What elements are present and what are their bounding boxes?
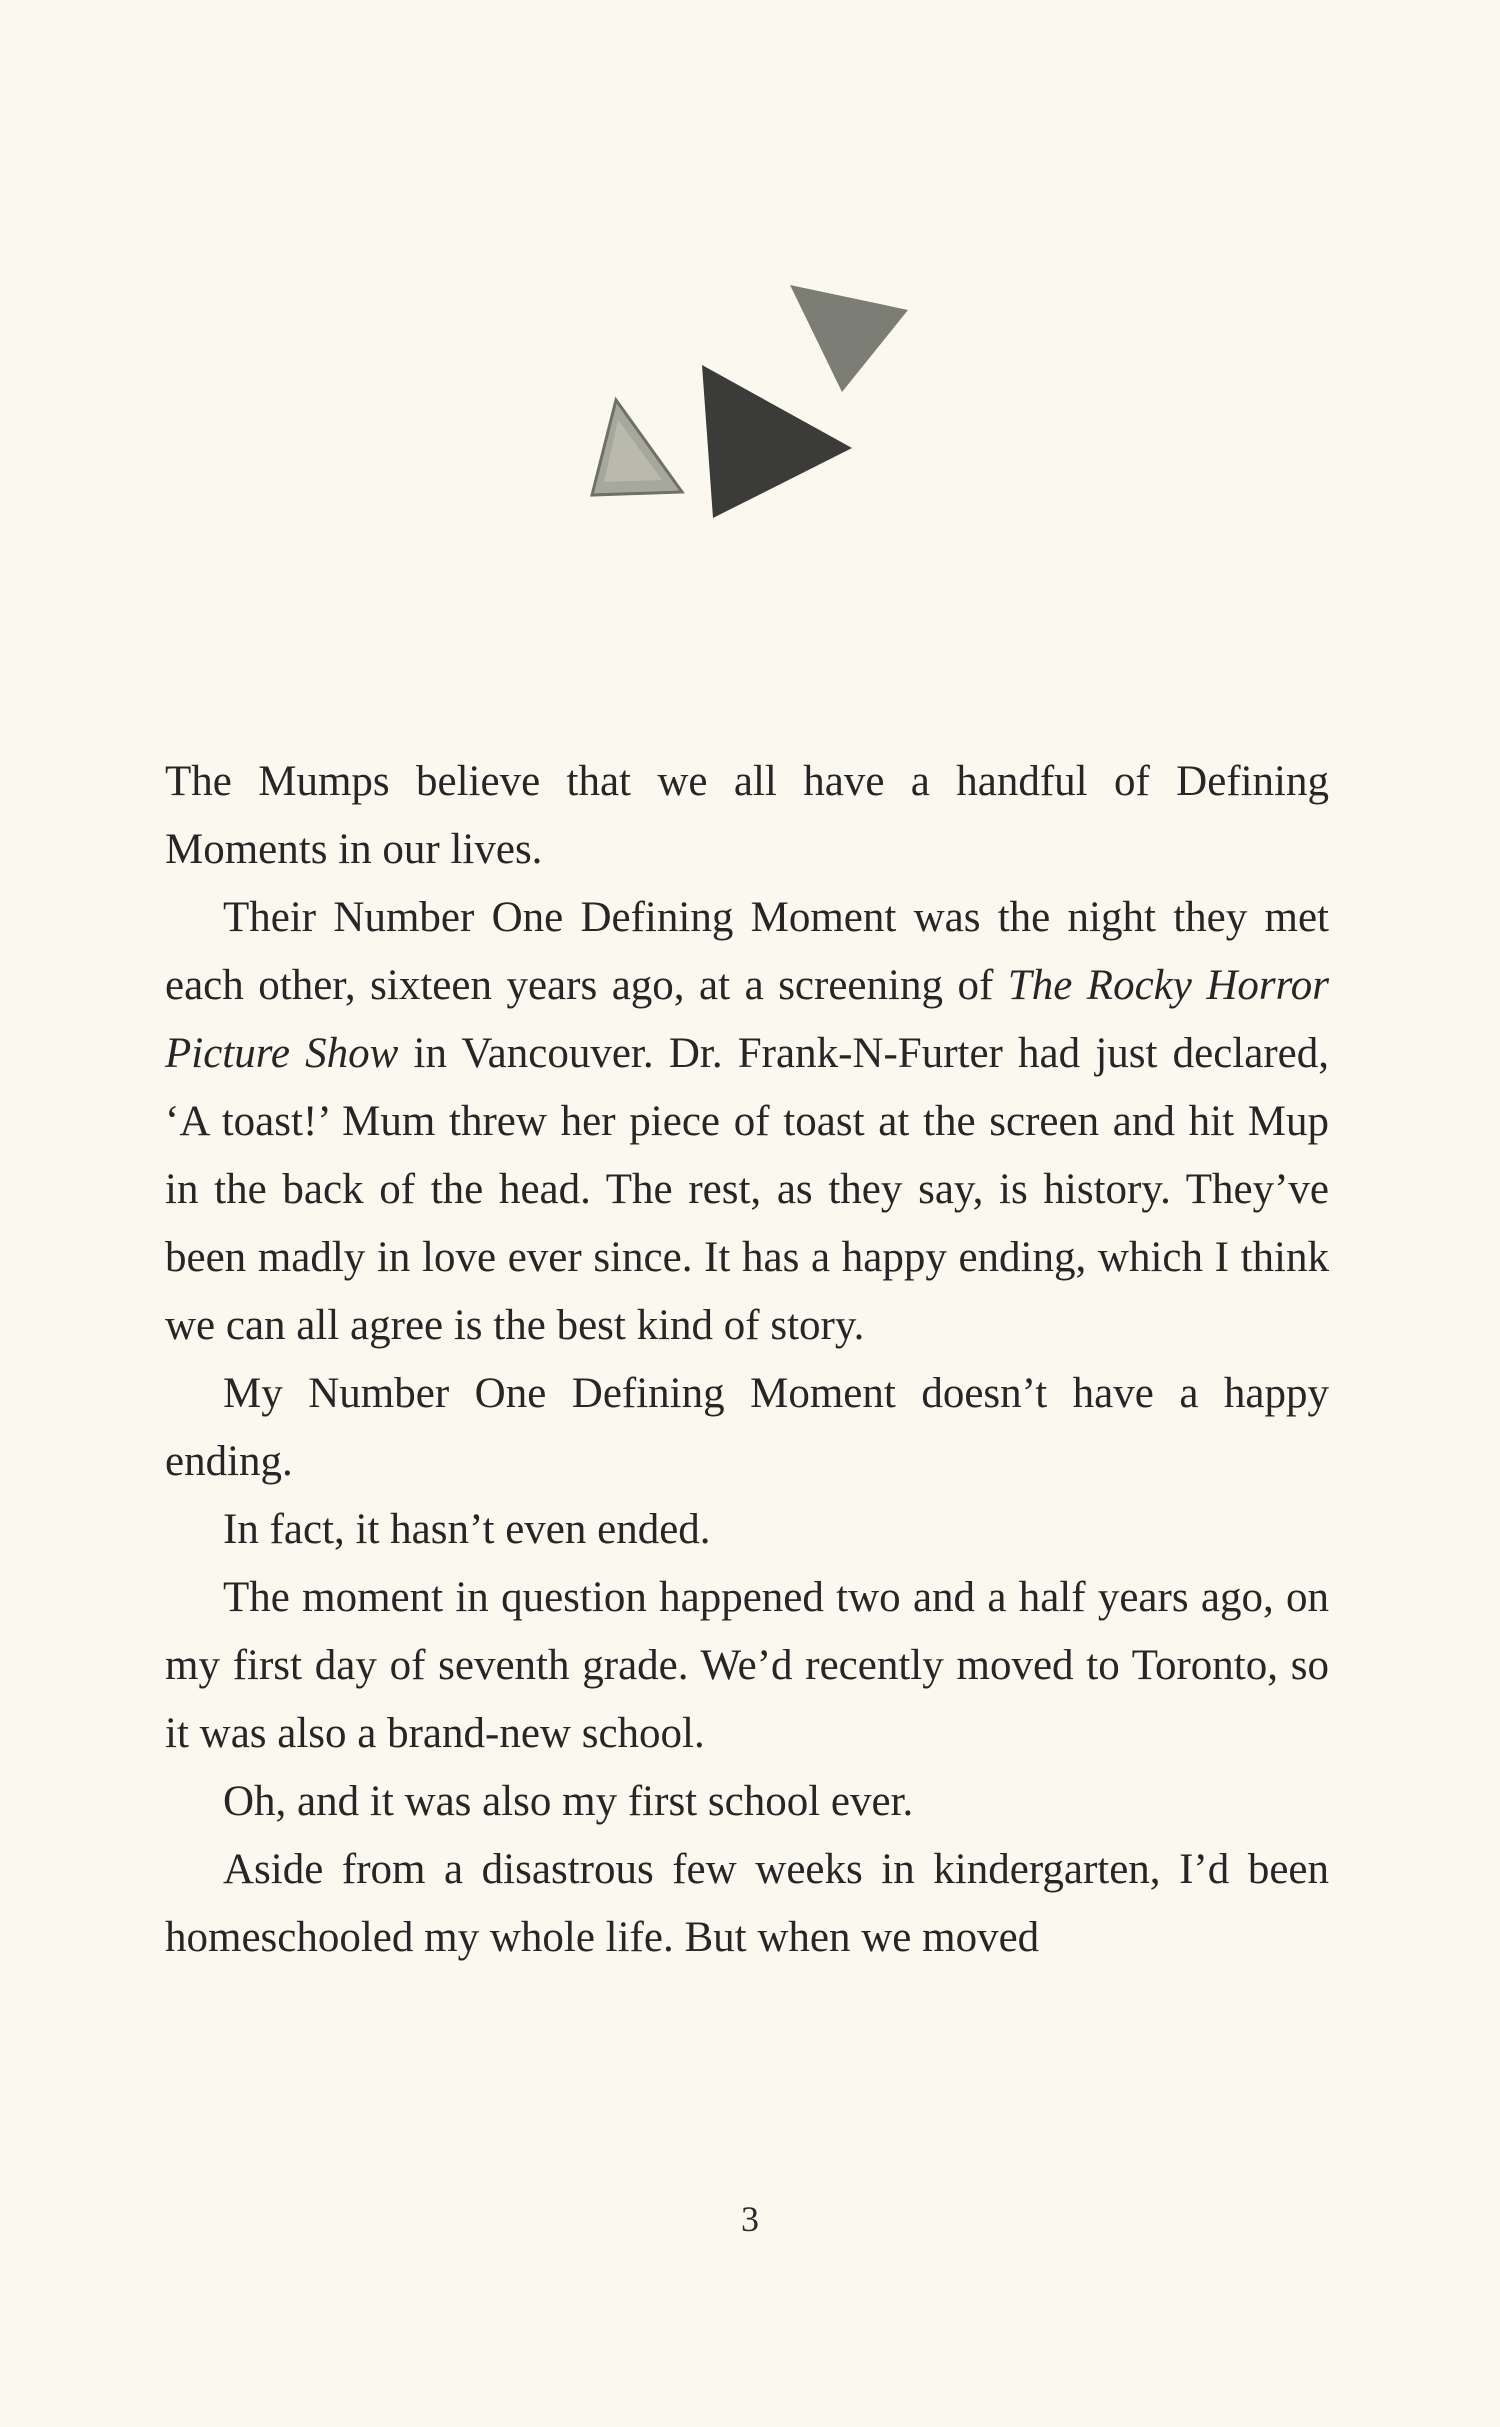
paragraph-7	[165, 1836, 1329, 1972]
dark-triangle-icon	[702, 365, 852, 518]
paragraph-2	[165, 884, 1329, 1360]
paragraph-2-text-end: in Vancouver. Dr. Frank-N-Furter had just declared, ‘A toast!’ Mum threw her piece of toast at the screen and hit Mup in the back of the head. The rest, as they say, is history. They’ve been madly in love ever since. It has a happy ending, which I think we can all agree is the best kind of story.	[165, 1030, 1329, 1349]
paragraph-3-text: My Number One Defining Moment doesn’t have a happy ending.	[165, 1370, 1329, 1485]
triangles-ornament-icon	[580, 270, 920, 530]
chapter-text	[165, 748, 1329, 1972]
paragraph-1-text: The Mumps believe that we all have a handful of Defining Moments in our lives.	[165, 758, 1329, 873]
paragraph-6	[165, 1768, 1329, 1836]
film-title: The Rocky Horror Picture Show	[165, 962, 1330, 1077]
paragraph-2-text-start: Their Number One Defining Moment was the night they met each other, sixteen years ago, at a screening of	[165, 894, 1329, 1009]
paragraph-6-text: Oh, and it was also my first school ever.	[223, 1778, 914, 1825]
page-number: 3	[741, 2199, 759, 2239]
paragraph-1	[165, 748, 1329, 884]
paragraph-3	[165, 1360, 1329, 1496]
mid-triangle-icon	[790, 285, 908, 392]
paragraph-5-text: The moment in question happened two and a half years ago, on my first day of seventh grade. We’d recently moved to Toronto, so it was also a brand-new school.	[165, 1574, 1329, 1757]
paragraph-5	[165, 1564, 1329, 1768]
paragraph-7-text: Aside from a disastrous few weeks in kindergarten, I’d been homeschooled my whole life. But when we moved	[165, 1846, 1329, 1961]
paragraph-4	[165, 1496, 1329, 1564]
paragraph-4-text: In fact, it hasn’t even ended.	[223, 1506, 711, 1553]
